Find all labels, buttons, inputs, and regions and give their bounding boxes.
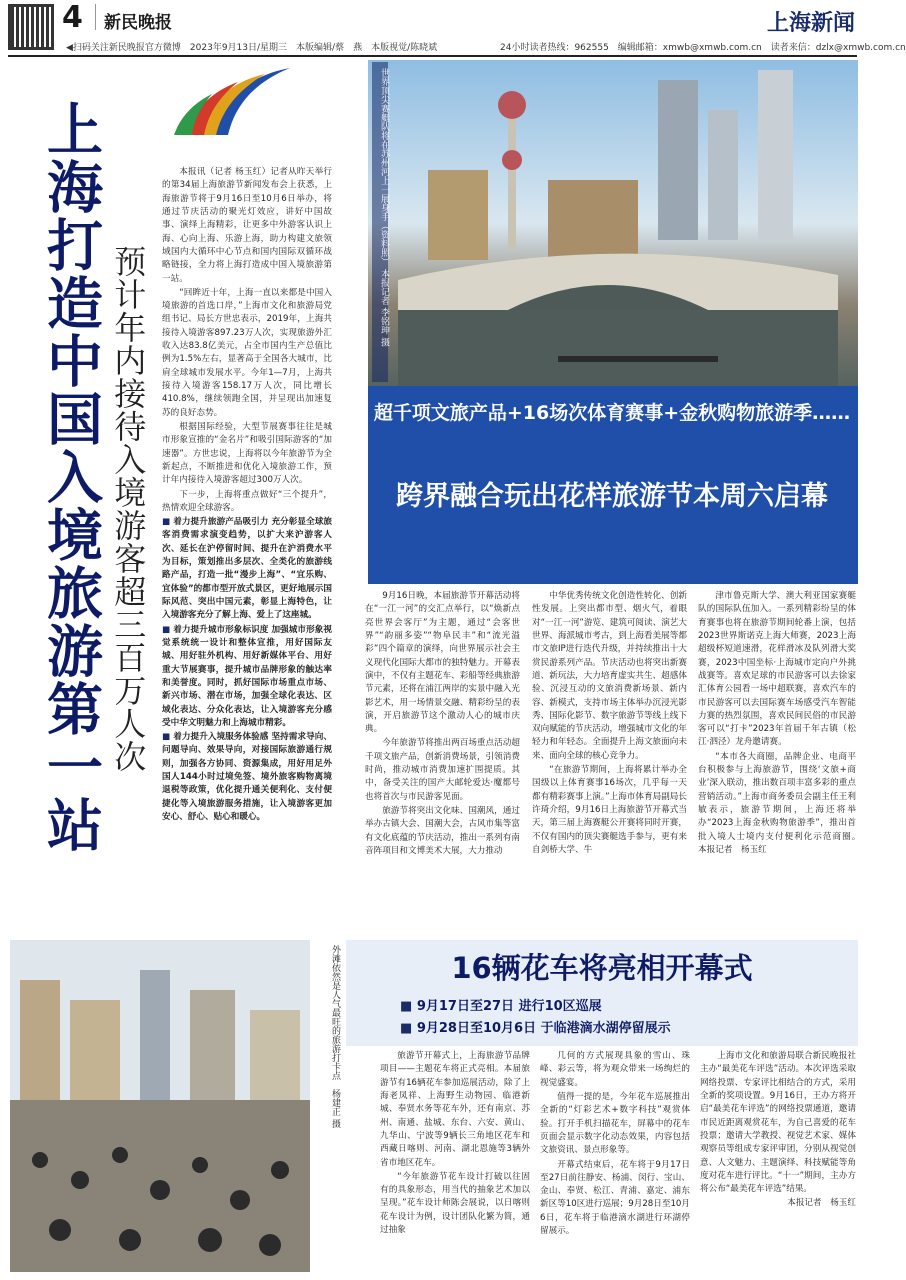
float-byline: 本报记者 杨玉红 — [787, 1198, 856, 1209]
page-number: 4 — [62, 0, 83, 35]
feature-deck: 超千项文旅产品+16场次体育赛事+金秋购物旅游季…… — [373, 402, 851, 424]
feature-paragraph: “本市各大商圈，品牌企业、电商平台积极参与上海旅游节，围绕‘文旅+商业’深入联动，推出数百项丰富多彩的重点营销活动。”上海市商务委员会副主任王利敏表示，旅游节期间，上海还将举办“2023上海金秋购物旅游季”，推出首批入境人士境内支付便利化示范商圈。 本报记者 杨玉红 — [698, 751, 865, 855]
float-col-2 — [540, 1050, 690, 1275]
main-subhead: 预计年内接待入境游客超三百万人次 — [109, 245, 148, 773]
tourism-festival-logo — [150, 60, 300, 145]
feature-col-3 — [698, 590, 865, 935]
bullet-item: ■ 9月28日至10月6日 于临港滴水湖停留展示 — [400, 1018, 671, 1040]
main-section-point: ■ 着力提升旅游产品吸引力 充分彰显全球旅客消费需求演变趋势，以扩大来沪游客人次、延长在沪停留时间、提升在沪消费水平为目标，策划推出多层次、全类化的旅游线路产品，打造一批“漫步上海”、“宜乐购、宜体验”的都市型开放式景区，更好地展示国际风范、突出中国元素，彰显上海特色，让入境游客充分了解上海、爱上了这座城。 — [162, 516, 332, 623]
feature-paragraph: “在旅游节期间，上海将累计举办全国级以上体育赛事16场次，几乎每一天都有精彩赛事上演。”上海市体育局副局长许琦介绍，9月16日上海旅游节开幕式当天，第三届上海赛艇公开赛将同时开赛，不仅有国内的顶尖赛艇选手参与，更有来自剑桥大学、牛 — [532, 765, 687, 855]
contact-info: 24小时读者热线：962555 编辑邮箱：xmwb@xmwb.com.cn 读者来信：dzlx@xmwb.com.cn — [500, 43, 906, 53]
float-paragraph: 值得一提的是，今年花车巡展推出全新的“灯彩艺术+数字科技”观赏体验。打开手机扫描花车，屏幕中的花车页面会显示数字化动态效果，内容包括文旅资讯、景点形象等。 — [540, 1091, 690, 1156]
float-paragraph: 旅游节开幕式上，上海旅游节品牌项目——主题花车将正式亮相。本届旅游节有16辆花车参加巡展活动，除了上海老凤祥、上海野生动物园、临港新城、奉贤水务等花车外，还有南京、苏州、南通、盐城、东台、六安、黄山、九华山、宁波等9辆长三角地区花车和西藏日喀则、河南、湖北恩施等3辆外省市地区花车。 — [380, 1051, 530, 1168]
feature-paragraph: 津市鲁克斯大学、澳大利亚国家赛艇队的国际队伍加入。一系列精彩纷呈的体育赛事也将在旅游节期间轮番上演，包括2023世界斯诺克上海大师赛，2023上海超级杯短道速滑，花样滑冰及队列滑大奖赛，2023中国坐标·上海城市定向户外挑战赛等。喜欢足球的市民游客可以去徐家汇体育公园看一场中超联赛，喜欢汽车的市民游客可以去国际赛车场感受汽车智能力赛的热烈氛围，喜欢民间民俗的市民游客可以“打卡”2023年首届千年古镇（松江·泗泾）龙舟邀请赛。 — [698, 591, 856, 748]
masthead-brand: 新民晚报 — [104, 13, 172, 33]
main-paragraph: 根据国际经验，大型节展赛事往往是城市形象宣推的“金名片”和吸引国际游客的“加速器”。方世忠说，上海将以今年旅游节为全新起点，不断推进和优化入境旅游工作，预计年内接待入境游客超过300万人次。 — [162, 421, 332, 486]
photo-bund-crowd-image — [10, 940, 310, 1272]
feature-paragraph: 今年旅游节将推出两百场重点活动超千项文旅产品，创新消费场景，引领消费时尚，推动城市消费加速扩围提质。其中，备受关注的国产大邮轮爱达·魔都号也将首次与市民游客见面。 — [365, 738, 520, 802]
float-paragraph: 几何的方式展现具象的雪山、珠峰、彩云等，将为观众带来一场绚烂的视觉盛宴。 — [540, 1051, 690, 1088]
bullet-item: ■ 9月17日至27日 进行10区巡展 — [400, 996, 671, 1018]
float-col-3 — [700, 1050, 856, 1275]
photo-suzhou-creek-image — [368, 60, 858, 386]
main-paragraph: 下一步，上海将重点做好“三个提升”，热情欢迎全球游客。 — [162, 489, 332, 513]
photo-suzhou-creek — [368, 60, 858, 386]
main-headline: 上海打造中国入境旅游第一站 — [38, 100, 103, 854]
photo-credit: 世界顶尖赛艇队将在苏州河上一展身手（资料照） 本报记者 李铭珅 摄 — [372, 62, 388, 382]
section-title: 上海新闻 — [766, 11, 855, 36]
main-section-point: ■ 着力提升入境服务体验感 坚持需求导向、问题导向、效果导向，对接国际旅游通行规则，加强各方协同、资源集成，用好用足外国人144小时过境免签、境外旅客购物离境退税等政策，优化提升通关便利化、支付便捷化等入境旅游服务措施，让入境游客更加安心、舒心、贴心和暖心。 — [162, 731, 332, 824]
feature-headline: 跨界融合玩出花样旅游节本周六启幕 — [396, 481, 828, 512]
photo-credit: 外滩依然是人气最旺的旅游打卡点 杨建正 摄 — [330, 945, 340, 1128]
main-paragraph: “回眸近十年，上海一直以来都是中国入境旅游的首选口岸，”上海市文化和旅游局党组书记、局长方世忠表示，2019年，上海共接待入境游客897.23万人次，实现旅游外汇收入达83.8亿美元，占全市国内生产总值比例为1.5%左右，显著高于全国各大城市，比肩全球城市发展水平。今年1—7月，上海共接待入境游客158.17万人次，同比增长410.8%，继续领跑全国，并呈现出加速复苏的良好态势。 — [162, 287, 332, 418]
float-paragraph: 上海市文化和旅游局联合新民晚报社主办“最美花车评选”活动。本次评选采取网络投票、专家评比相结合的方式，采用全新的奖项设置。9月16日，王办方将开启“最美花车评选”的网络投票通道，邀请市民近距离观赏花车，为自己喜爱的花车投票；邀请大学教授、视觉艺术家、媒体观察员等组成专家评审团，分别从视觉创意、人文魅力、主题演绎、科技赋能等角度对花车进行评比。“十一”期间，主办方将公布“最美花车评选”结果。 — [700, 1051, 856, 1195]
edition-info: ◀扫码关注新民晚报官方微博 2023年9月13日/星期三 本版编辑/蔡 燕 本版视觉/陈晓斌 — [66, 43, 438, 53]
qr-code[interactable] — [8, 4, 54, 50]
main-section-point: ■ 着力提升城市形象标识度 加强城市形象视觉系统统一设计和整体宣推，用好国际友城、用好驻外机构、用好新媒体平台、用好重大节展赛事，提升城市品牌形象的触达率和美誉度。同时，抓好国际市场重点市场、新兴市场、潜在市场，加强全球化表达、区域化表达、分众化表达，让入境游客充分感受中华文明魅力和上海城市精彩。 — [162, 624, 332, 731]
float-story-bullets — [400, 996, 671, 1040]
photo-bund-crowd — [10, 940, 310, 1272]
float-story-headline: 16辆花车将亮相开幕式 — [451, 951, 753, 985]
feature-paragraph: 9月16日晚，本届旅游节开幕活动将在“一江一河”的交汇点举行，以“焕新点亮世界会客厅”为主题，通过“会客世界”“韵丽多姿”“物阜民丰”和“流光溢彩”四个篇章的演绎，向世界展示社会主义现代化国际大都市的独特魅力。开幕表演中，不仅有主题花车、彩船等经典旅游节元素，还将在浦江两岸的实景中融入光影艺术，用一场情景交融、精彩纷呈的表演，开启旅游节这个激动人心的城市庆典。 — [365, 591, 520, 735]
float-paragraph: “今年旅游节花车设计打破以往固有的具象形态，用当代的抽象艺术加以呈现。”花车设计师陈会展说，以日喀则花车设计为例，设计团队化繁为简，通过抽象 — [380, 1171, 530, 1236]
feature-paragraph: 中华优秀传统文化创造性转化、创新性发展。上突出都市型、烟火气，着眼对“一江一河”游览、建筑可阅读、演艺大世界、海派城市考古，到上海看美展等都市文旅IP进行迭代升级，并持续推出十大赏民游系列产品。节庆活动也将突出新赛道、新玩法，大力培育虚实共生、超感体验、沉浸互动的文旅消费新场景、新内容、新模式，支持市场主体举办沉浸光影秀、国际化影节、数字旅游节等线上线下双向赋能的节庆活动，增强城市文化的年轻力和年轻态。全面提升上海文旅面向未来、面向全球的核心竞争力。 — [532, 591, 687, 761]
feature-col-1 — [365, 590, 520, 935]
header-rule — [8, 55, 857, 57]
feature-paragraph: 旅游节将突出文化味、国潮风，通过举办古镇大会、国潮大会，古风市集等富有文化底蕴的节庆活动，推出一系列有南音阵项目和文博美术大展，大力推动 — [365, 806, 520, 856]
divider — [95, 4, 96, 30]
float-paragraph: 开幕式结束后，花车将于9月17日至27日前往静安、杨浦、闵行、宝山、金山、奉贤、松江、青浦、嘉定、浦东新区等10区进行巡展；9月28日至10月6日，花车将于临港滴水湖进行环湖停留展示。 — [540, 1159, 690, 1237]
float-col-1 — [380, 1050, 530, 1275]
feature-col-2 — [532, 590, 687, 935]
main-story-body — [162, 166, 332, 936]
main-paragraph: 本报讯（记者 杨玉红）记者从昨天举行的第34届上海旅游节新闻发布会上获悉，上海旅游节将于9月16日至10月6日举办，将通过节庆活动的聚光灯效应，讲好中国故事、演绎上海精彩，让更多中外游客认识上海、心向上海、乐游上海，助力构建文旅领域国内大循环中心节点和国内国际双循环战略链接，全力将上海打造成中国入境旅游第一站。 — [162, 167, 332, 284]
